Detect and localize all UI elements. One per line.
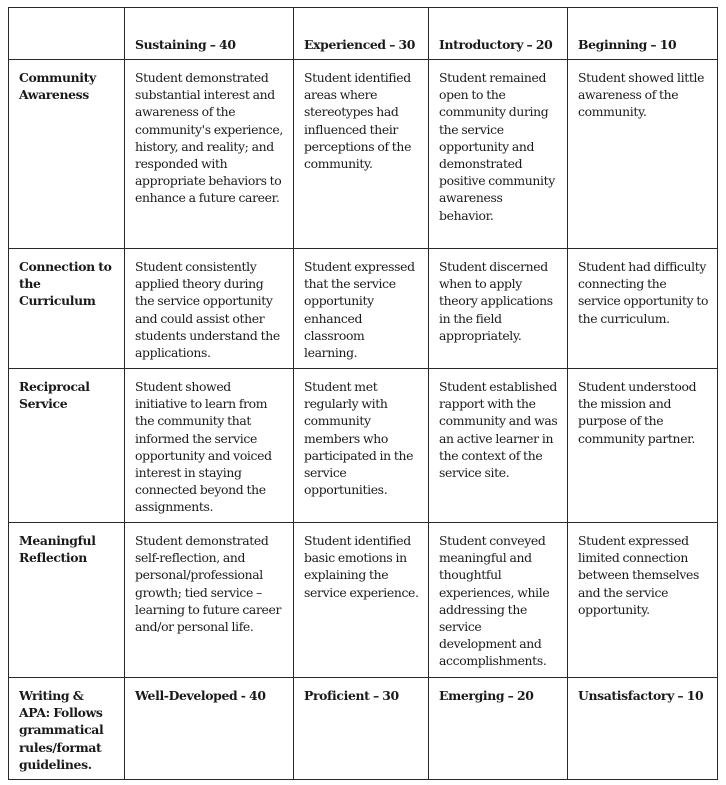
cell-reciprocal-beginning: Student understood the mission and purpose of the community partner. [568,369,718,523]
column-header-experienced: Experienced – 30 [294,8,429,60]
cell-writing-emerging: Emerging – 20 [429,678,568,780]
cell-reflection-beginning: Student expressed limited connection between themselves and the service opportunity. [568,523,718,678]
cell-reciprocal-experienced: Student met regularly with community members who participated in the service opportunities. [294,369,429,523]
rubric-table [8,7,718,780]
cell-connection-experienced: Student expressed that the service opportunity enhanced classroom learning. [294,249,429,369]
row-label-meaningful-reflection: Meaningful Reflection [9,523,125,678]
column-header-beginning: Beginning – 10 [568,8,718,60]
row-label-community-awareness: Community Awareness [9,60,125,249]
cell-community-awareness-introductory: Student remained open to the community during the service opportunity and demonstrated positive community awareness behavior. [429,60,568,249]
corner-cell [9,8,125,60]
cell-community-awareness-sustaining: Student demonstrated substantial interest and awareness of the community's experience, history, and reality; and responded with appropriate behaviors to enhance a future career. [125,60,294,249]
row-label-reciprocal-service: Reciprocal Service [9,369,125,523]
cell-reciprocal-introductory: Student established rapport with the community and was an active learner in the context of the service site. [429,369,568,523]
cell-writing-well-developed: Well-Developed - 40 [125,678,294,780]
cell-connection-beginning: Student had difficulty connecting the service opportunity to the curriculum. [568,249,718,369]
column-header-introductory: Introductory – 20 [429,8,568,60]
cell-reflection-sustaining: Student demonstrated self-reflection, and personal/professional growth; tied service – learning to future career and/or personal life. [125,523,294,678]
cell-reflection-introductory: Student conveyed meaningful and thoughtful experiences, while addressing the service development and accomplishments. [429,523,568,678]
row-community-awareness [9,60,718,249]
cell-writing-unsatisfactory: Unsatisfactory – 10 [568,678,718,780]
row-reciprocal-service [9,369,718,523]
cell-reciprocal-sustaining: Student showed initiative to learn from the community that informed the service opportunity and voiced interest in staying connected beyond the assignments. [125,369,294,523]
row-connection-to-curriculum [9,249,718,369]
cell-writing-proficient: Proficient – 30 [294,678,429,780]
cell-connection-sustaining: Student consistently applied theory during the service opportunity and could assist other students understand the applications. [125,249,294,369]
row-label-writing-apa: Writing & APA: Follows grammatical rules/format guidelines. [9,678,125,780]
row-writing-apa [9,678,718,780]
cell-reflection-experienced: Student identified basic emotions in explaining the service experience. [294,523,429,678]
cell-community-awareness-beginning: Student showed little awareness of the community. [568,60,718,249]
header-row [9,8,718,60]
cell-community-awareness-experienced: Student identified areas where stereotypes had influenced their perceptions of the community. [294,60,429,249]
cell-connection-introductory: Student discerned when to apply theory applications in the field appropriately. [429,249,568,369]
column-header-sustaining: Sustaining – 40 [125,8,294,60]
row-meaningful-reflection [9,523,718,678]
row-label-connection-to-curriculum: Connection to the Curriculum [9,249,125,369]
